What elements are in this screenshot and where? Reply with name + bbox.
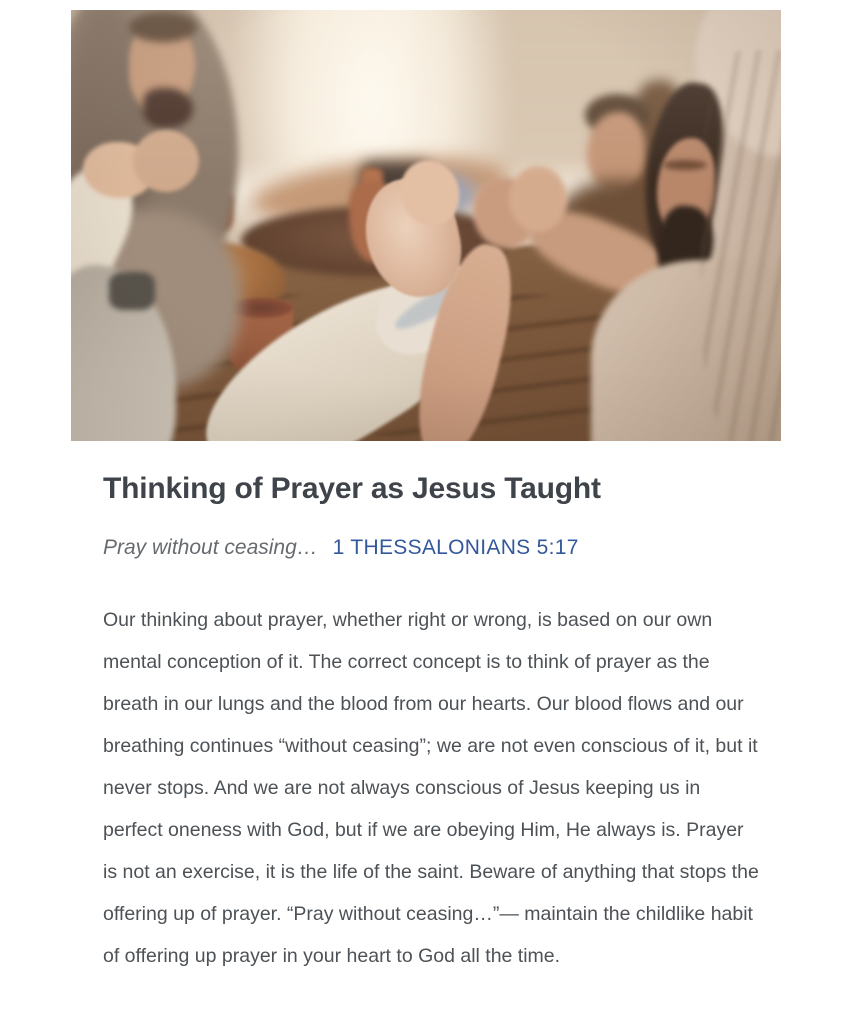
article-title: Thinking of Prayer as Jesus Taught xyxy=(103,472,601,505)
scripture-line xyxy=(103,533,763,563)
photo-vignette xyxy=(71,10,781,441)
hero-image xyxy=(71,10,781,441)
scripture-reference-link[interactable]: 1 THESSALONIANS 5:17 xyxy=(332,536,579,559)
article-body: Our thinking about prayer, whether right or wrong, is based on our own mental conception of it. The correct concept is to think of prayer as the breath in our lungs and the blood from our hearts. Our blood flows and our breathing continues “without ceasing”; we are not even conscious of it, but it never stops. And we are not always conscious of Jesus keeping us in perfect oneness with God, but if we are obeying Him, He always is. Prayer is not an exercise, it is the life of the saint. Beware of anything that stops the offering up of prayer. “Pray without ceasing…”— maintain the childlike habit of offering up prayer in your heart to God all the time. xyxy=(103,609,759,967)
article-content xyxy=(103,471,763,977)
scripture-quote: Pray without ceasing… xyxy=(103,536,318,559)
